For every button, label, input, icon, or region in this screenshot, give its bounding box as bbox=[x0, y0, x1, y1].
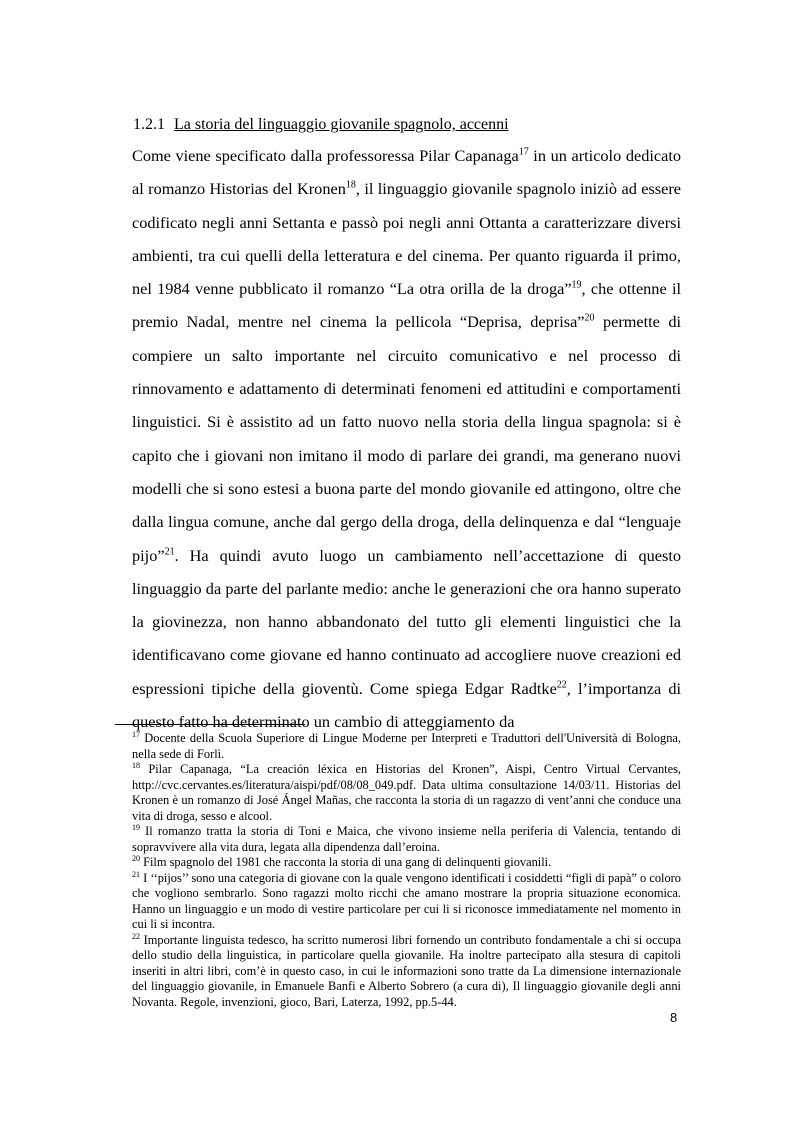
footnote bbox=[132, 933, 681, 1011]
footnote-number: 18 bbox=[132, 760, 140, 770]
footnote-separator bbox=[115, 724, 305, 725]
footnote-ref: 22 bbox=[556, 679, 567, 691]
section-heading bbox=[133, 116, 509, 134]
section-title: La storia del linguaggio giovanile spagnolo, accenni bbox=[174, 116, 509, 133]
body-text-segment: , il linguaggio giovanile spagnolo iniziò ad essere codificato negli anni Settanta e passò poi negli anni Ottanta a caratterizzare diversi ambienti, tra cui quelli della letteratura e del cinema. Per quanto riguarda il primo, nel 1984 venne pubblicato il romanzo “La otra orilla de la droga” bbox=[132, 179, 682, 299]
body-text-segment: , l’importanza di questo fatto ha determinato un cambio di atteggiamento da bbox=[132, 678, 681, 732]
footnote bbox=[132, 871, 681, 933]
footnote-text: Importante linguista tedesco, ha scritto numerosi libri fornendo un contributo fondamentale a chi si occupa dello studio della linguistica, in particolare quella giovanile. Ha inoltre partecipato alla stesura di capitoli inseriti in altri libri, com’è in questo caso, in cui le informazioni sono tratte da La dimensione internazionale del linguaggio giovanile, in Emanuele Banfi e Alberto Sobrero (a cura di), Il linguaggio giovanile degli anni Novanta. Regole, invenzioni, gioco, Bari, Laterza, 1992, pp.5-44. bbox=[132, 932, 681, 1009]
footnote-ref: 19 bbox=[571, 279, 582, 291]
footnote-ref: 20 bbox=[584, 313, 595, 325]
body-text-segment: Come viene specificato dalla professoressa Pilar Capanaga bbox=[132, 146, 519, 165]
page-number: 8 bbox=[670, 1010, 678, 1025]
footnote-number: 22 bbox=[132, 931, 140, 941]
footnote bbox=[132, 824, 681, 855]
footnote-ref: 18 bbox=[345, 179, 356, 191]
footnote-text: Film spagnolo del 1981 che racconta la storia di una gang di delinquenti giovanili. bbox=[140, 855, 552, 869]
footnote-ref: 21 bbox=[164, 546, 175, 558]
section-number: 1.2.1 bbox=[133, 116, 165, 133]
body-paragraph bbox=[132, 139, 681, 738]
footnote-number: 20 bbox=[132, 853, 140, 863]
footnote-ref: 17 bbox=[518, 146, 529, 158]
body-text-segment: , che ottenne il premio Nadal, mentre nel cinema la pellicola “Deprisa, deprisa” bbox=[132, 279, 681, 332]
footnote-text: Pilar Capanaga, “La creación léxica en Historias del Kronen”, Aispi, Centro Virtual Cervantes, http://cvc.cervantes.es/literatura/aispi/pdf/08/08_049.pdf. Data ultima consultazione 14/03/11. Historias del Kronen è un romanzo di José Ángel Mañas, che racconta la storia di un ragazzo di vent’anni che conduce una vita di droga, sesso e alcool. bbox=[132, 762, 681, 823]
footnote bbox=[132, 855, 681, 871]
body-text-segment: in un articolo dedicato al romanzo Historias del Kronen bbox=[132, 146, 681, 199]
footnote-number: 17 bbox=[132, 729, 140, 739]
footnote-text: Il romanzo tratta la storia di Toni e Maica, che vivono insieme nella periferia di Valencia, tentando di sopravvivere alla vita dura, legata alla dipendenza dall’eroina. bbox=[132, 824, 681, 854]
footnote bbox=[132, 731, 681, 762]
body-text-segment: permette di compiere un salto importante nel circuito comunicativo e nel processo di rinnovamento e adattamento di determinati fenomeni ed attitudini e comportamenti linguistici. Si è assistito ad un fatto nuovo nella storia della lingua spagnola: si è capito che i giovani non imitano il modo di parlare dei grandi, ma generano nuovi modelli che si sono estesi a buona parte del mondo giovanile ed attingono, oltre che dalla lingua comune, anche dal gergo della droga, della delinquenza e dal “lenguaje pijo” bbox=[132, 312, 681, 565]
footnote-number: 19 bbox=[132, 822, 140, 832]
footnote-text: I ‘‘pijos’’ sono una categoria di giovane con la quale vengono identificati i cosiddetti “figli di papà” o coloro che vogliono sembrarlo. Sono ragazzi molto ricchi che amano mostrare la propria situazione economica. Hanno un linguaggio e un modo di vestire particolare per cui li si riconosce immediatamente nel momento in cui li si incontra. bbox=[132, 870, 681, 931]
footnote bbox=[132, 762, 681, 824]
body-text-segment: . Ha quindi avuto luogo un cambiamento nell’accettazione di questo linguaggio da parte del parlante medio: anche le generazioni che ora hanno superato la giovinezza, non hanno abbandonato del tutto gli elementi linguistici che la identificavano come giovane ed hanno continuato ad accogliere nuove creazioni ed espressioni tipiche della gioventù. Come spiega Edgar Radtke bbox=[132, 545, 681, 698]
footnote-text: Docente della Scuola Superiore di Lingue Moderne per Interpreti e Traduttori dell'Università di Bologna, nella sede di Forlì. bbox=[132, 731, 681, 761]
footnote-number: 21 bbox=[132, 869, 140, 879]
footnotes bbox=[132, 731, 681, 1010]
